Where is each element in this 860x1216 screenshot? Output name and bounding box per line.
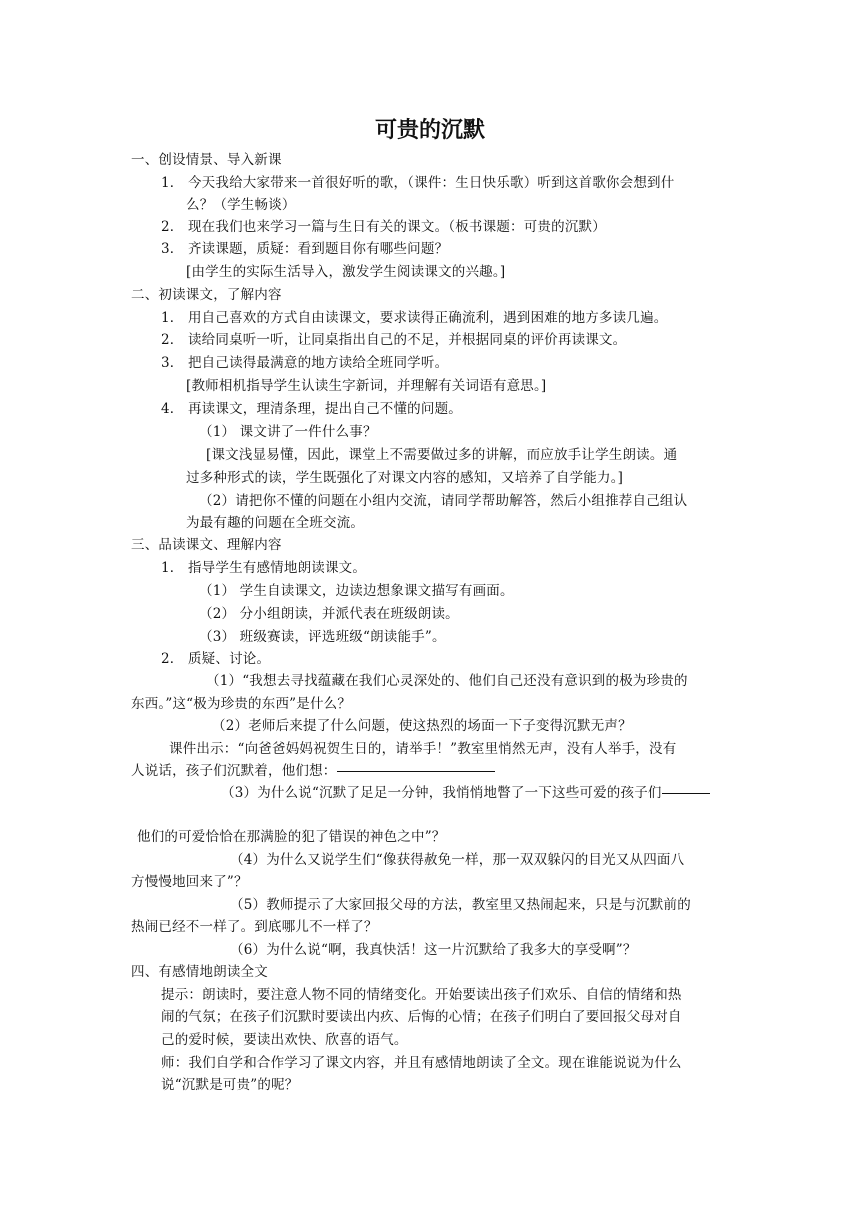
paragraph-line: 2． 读给同桌听一听，让同桌指出自己的不足，并根据同桌的评价再读课文。 (161, 332, 627, 348)
paragraph-line: [教师相机指导学生认读生字新词，并理解有关词语有意思。] (186, 378, 547, 394)
paragraph-line: 过多种形式的读，学生既强化了对课文内容的感知，又培养了自学能力。] (186, 470, 624, 486)
paragraph-line: [课文浅显易懂，因此，课堂上不需要做过多的讲解，而应放手让学生朗读。通 (206, 447, 678, 463)
paragraph-text: （3）为什么说“沉默了足足一分钟，我悄悄地瞥了一下这些可爱的孩子们 (221, 785, 662, 801)
paragraph-line: （2）请把你不懂的问题在小组内交流，请同学帮助解答，然后小组推荐自己组认 (199, 493, 688, 509)
paragraph-line: 热闹已经不一样了。到底哪儿不一样了？ (131, 919, 378, 935)
fill-in-blank-line (662, 793, 710, 794)
paragraph-line: 3． 齐读课题，质疑：看到题目你有哪些问题？ (161, 241, 449, 257)
paragraph-line: （2） 分小组朗读，并派代表在班级朗读。 (199, 606, 459, 622)
fill-in-blank-line (337, 771, 495, 772)
section-heading: 一、创设情景、导入新课 (131, 152, 282, 168)
page-title: 可贵的沉默 (374, 118, 485, 143)
paragraph-line: 么？（学生畅谈） (186, 197, 296, 213)
paragraph-line: 说“沉默是可贵”的呢？ (161, 1077, 299, 1093)
paragraph-line: 4． 再读课文，理清条理，提出自己不懂的问题。 (161, 401, 462, 417)
paragraph-line: 他们的可爱恰恰在那满脸的犯了错误的神色之中”？ (137, 829, 446, 845)
paragraph-line: （4）为什么又说学生们“像获得赦免一样，那一双双躲闪的目光又从四面八 (230, 852, 685, 868)
paragraph-line: 己的爱时候，要读出欢快、欣喜的语气。 (161, 1032, 408, 1048)
paragraph-line: 师：我们自学和合作学习了课文内容，并且有感情地朗读了全文。现在谁能说说为什么 (161, 1055, 682, 1071)
paragraph-line (221, 783, 710, 803)
paragraph-text: 人说话，孩子们沉默着，他们想： (131, 763, 337, 779)
paragraph-line: 课件出示：“向爸爸妈妈祝贺生日的，请举手！”教室里悄然无声，没有人举手，没有 (169, 741, 677, 757)
paragraph-line: 1． 用自己喜欢的方式自由读课文，要求读得正确流利，遇到困难的地方多读几遍。 (161, 310, 668, 326)
paragraph-line: 东西。”这“极为珍贵的东西”是什么？ (131, 696, 352, 712)
paragraph-line: 1． 指导学生有感情地朗读课文。 (161, 560, 367, 576)
paragraph-line: 2． 质疑、讨论。 (161, 651, 271, 667)
paragraph-line: 2． 现在我们也来学习一篇与生日有关的课文。（板书课题：可贵的沉默） (161, 219, 606, 235)
paragraph-line: （5）教师提示了大家回报父母的方法，教室里又热闹起来，只是与沉默前的 (230, 897, 691, 913)
section-heading: 二、初读课文，了解内容 (131, 287, 282, 303)
section-heading: 四、有感情地朗读全文 (131, 964, 268, 980)
paragraph-line: （3） 班级赛读，评选班级“朗读能手”。 (199, 629, 446, 645)
paragraph-line: 1． 今天我给大家带来一首很好听的歌，（课件：生日快乐歌）听到这首歌你会想到什 (161, 175, 675, 191)
paragraph-line: （2）老师后来提了什么问题，使这热烈的场面一下子变得沉默无声？ (212, 718, 632, 734)
paragraph-line: 闹的气氛；在孩子们沉默时要读出内疚、后悔的心情；在孩子们明白了要回报父母对自 (161, 1009, 682, 1025)
paragraph-line: 3． 把自己读得最满意的地方读给全班同学听。 (161, 355, 449, 371)
section-heading: 三、品读课文、理解内容 (131, 537, 282, 553)
paragraph-line (131, 761, 495, 781)
paragraph-line: 为最有趣的问题在全班交流。 (186, 515, 365, 531)
paragraph-line: 提示：朗读时，要注意人物不同的情绪变化。开始要读出孩子们欢乐、自信的情绪和热 (161, 987, 682, 1003)
paragraph-line: 方慢慢地回来了”？ (131, 874, 248, 890)
paragraph-line: （1） 学生自读课文，边读边想象课文描写有画面。 (199, 583, 514, 599)
paragraph-line: （1） 课文讲了一件什么事？ (199, 424, 377, 440)
paragraph-line: （1）“我想去寻找蕴藏在我们心灵深处的、他们自己还没有意识到的极为珍贵的 (206, 673, 688, 689)
paragraph-line: [由学生的实际生活导入，激发学生阅读课文的兴趣。] (186, 264, 506, 280)
paragraph-line: （6）为什么说“啊，我真快活！这一片沉默给了我多大的享受啊”？ (230, 942, 637, 958)
